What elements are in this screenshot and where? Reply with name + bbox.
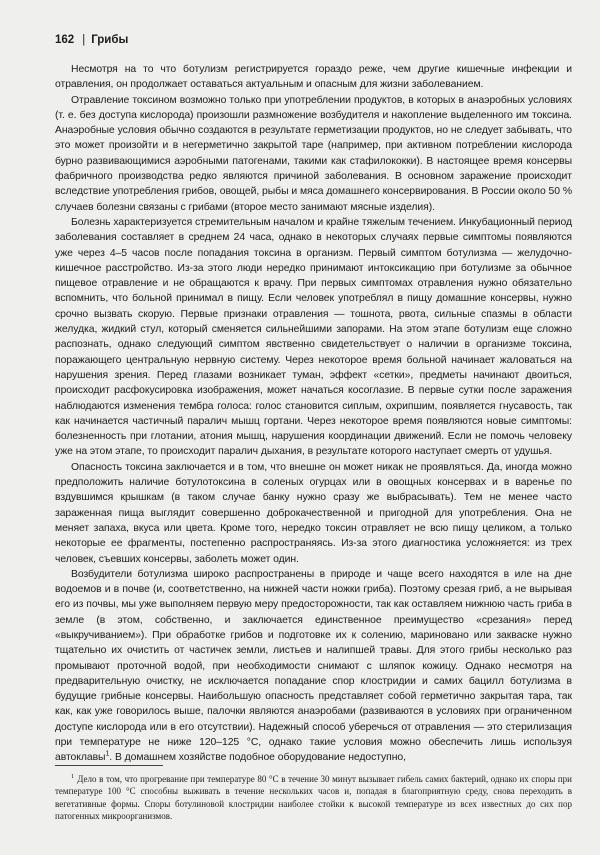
paragraph: Опасность токсина заключается и в том, что внешне он может никак не проявляться. Да, иногда можно предположить наличие ботулотоксина в соленых огурцах или в овощных консервах и в варенье по вздувшимся крышкам (в таком случае банку нужно сразу же выбрасывать). Тем не менее часто зараженная пища выглядит совершенно доброкачественной и пригодной для употребления. Она не меняет запаха, вкуса или цвета. Кроме того, нередко токсин отравляет не всю пищу целиком, а только некоторые ее фрагменты, постепенно распространяясь. Из-за этого диагностика усложняется: из трех человек, съевших консервы, заболеть может один. bbox=[55, 461, 572, 565]
footnote-marker: 1 bbox=[71, 773, 75, 780]
paragraph-text-continued: В домашнем хозяйстве подобное оборудование недоступно, bbox=[114, 752, 406, 764]
section-title: Грибы bbox=[91, 34, 129, 46]
paragraph: Болезнь характеризуется стремительным началом и крайне тяжелым течением. Инкубационный период заболевания составляет в среднем 24 часа, однако в некоторых случаях первые симптомы появляются уже через 4–5 часов после попадания токсина в организм. Первый симптом ботулизма — желудочно-кишечное расстройство. Из-за этого люди нередко принимают интоксикацию при ботулизме за обычное пищевое отравление и не обращаются к врачу. При первых симптомах отравления нужно обязательно вспомнить, что больной принимал в пищу. Если человек употреблял в пищу домашние консервы, нужно срочно вызвать скорую. Первые признаки отравления — тошнота, рвота, сильные спазмы в области желудка, жидкий стул, который сменяется сильнейшими запорами. На этом этапе ботулизм еще сложно распознать, однако следующий симптом явственно свидетельствует о наличии в организме токсина, поражающего центральную нервную систему. Через некоторое время больной начинает жаловаться на нарушения зрения. Перед глазами возникает туман, эффект «сетки», предметы начинают двоиться, происходит расфокусировка изображения, может начаться косоглазие. В первые сутки после заражения наблюдаются изменения тембра голоса: голос становится сиплым, охрипшим, появляется гнусавость, так как начинается частичный паралич мышц гортани. Через некоторое время появляются новые симптомы: болезненность при глотании, атония мышц, нарушения координации движений. Если не помочь человеку уже на этом этапе, то происходит паралич дыхания, в результате которого наступает смерть от удушья. bbox=[55, 216, 572, 458]
footnote-divider bbox=[55, 765, 163, 766]
body-text bbox=[55, 62, 572, 766]
running-header bbox=[55, 33, 560, 47]
header-separator: | bbox=[82, 34, 86, 46]
page-number: 162 bbox=[55, 34, 75, 46]
paragraph: Несмотря на то что ботулизм регистрируется гораздо реже, чем другие кишечные инфекции и отравления, он продолжает оставаться актуальным и опасным для жизни заболеванием. bbox=[55, 64, 572, 91]
footnote bbox=[55, 773, 572, 823]
paragraph: Возбудители ботулизма широко распространены в природе и чаще всего находятся в иле на дне водоемов и в почве (и, соответственно, на нижней части ножки гриба). Поэтому срезая гриб, а не вырывая его из почвы, мы уже выполняем первую меру предосторожности, так как оставляем нижнюю часть гриба в земле (в этом, собственно, и заключается единственное преимущество «срезания» перед «выкручиванием»). При обработке грибов и подготовке их к солению, мариновано или закваске нужно тщательно их очистить от частичек земли, листьев и налипшей травы. Для этого грибы несколько раз промывают проточной водой, при необходимости снимают с шляпок кожицу. Однако несмотря на предварительную очистку, не исключается попадание спор клостридии и самих бацилл ботулизма в будущие грибные консервы. Наибольшую опасность представляет собой герметично закрытая тара, так как, как уже говорилось выше, палочки являются анаэробами (развиваются в условиях при ограниченном доступе кислорода или в его отсутствии). Надежный способ уберечься от отравления — это стерилизация при температуре не ниже 120–125 °С, однако такие условия можно обеспечить лишь используя автоклавы$^1$. В домашнем хозяйстве подобное оборудование недоступно, bbox=[55, 568, 572, 764]
paragraph-text: Возбудители ботулизма широко распространены в природе и чаще всего находятся в иле на дне водоемов и в почве (и, соответственно, на нижней части ножки гриба). Поэтому срезая гриб, а не вырывая его из почвы, мы уже выполняем первую меру предосторожности, так как оставляем нижнюю часть гриба в земле (в этом, собственно, и заключается единственное преимущество «срезания» перед «выкручиванием»). При обработке грибов и подготовке их к солению, мариновано или закваске нужно тщательно их очистить от частичек земли, листьев и налипшей травы. Для этого грибы несколько раз промывают проточной водой, при необходимости снимают с шляпок кожицу. Однако несмотря на предварительную очистку, не исключается попадание спор клостридии и самих бацилл ботулизма в будущие грибные консервы. Наибольшую опасность представляет собой герметично закрытая тара, так как, как уже говорилось выше, палочки являются анаэробами (развиваются в условиях при ограниченном доступе кислорода или в его отсутствии). Надежный способ уберечься от отравления — это стерилизация при температуре не ниже 120–125 °С, однако такие условия можно обеспечить лишь используя автоклавы bbox=[55, 568, 572, 764]
paragraph: Отравление токсином возможно только при употреблении продуктов, в которых в анаэробных условиях (т. е. без доступа кислорода) произошли размножение возбудителя и накопление выделенного им токсина. Анаэробные условия обычно создаются в результате герметизации продуктов, но не следует забывать, что это может произойти и в негерметично закрытой таре (например, при активном потреблении кислорода бурно развивающимися аэробными патогенами, такими как стафилококки). В настоящее время консервы фабричного производства редко являются причиной заболевания. В основном заражение происходит вследствие употребления грибов, овощей, рыбы и мяса домашнего консервирования. В России около 50 % случаев болезни связаны с грибами (второе место занимают мясные изделия). bbox=[55, 94, 572, 213]
footnote-text: Дело в том, что прогревание при температуре 80 °С в течение 30 минут вызывает гибель самих бактерий, однако их споры при температуре 100 °С способны выживать в течение нескольких часов и, попадая в благоприятную среду, снова переходить в вегетативные формы. Споры ботулиновой клостридии наиболее стойки к высокой температуре из всех известных до сих пор патогенных микроорганизмов. bbox=[55, 774, 572, 822]
footnote-reference: 1 bbox=[105, 750, 110, 758]
